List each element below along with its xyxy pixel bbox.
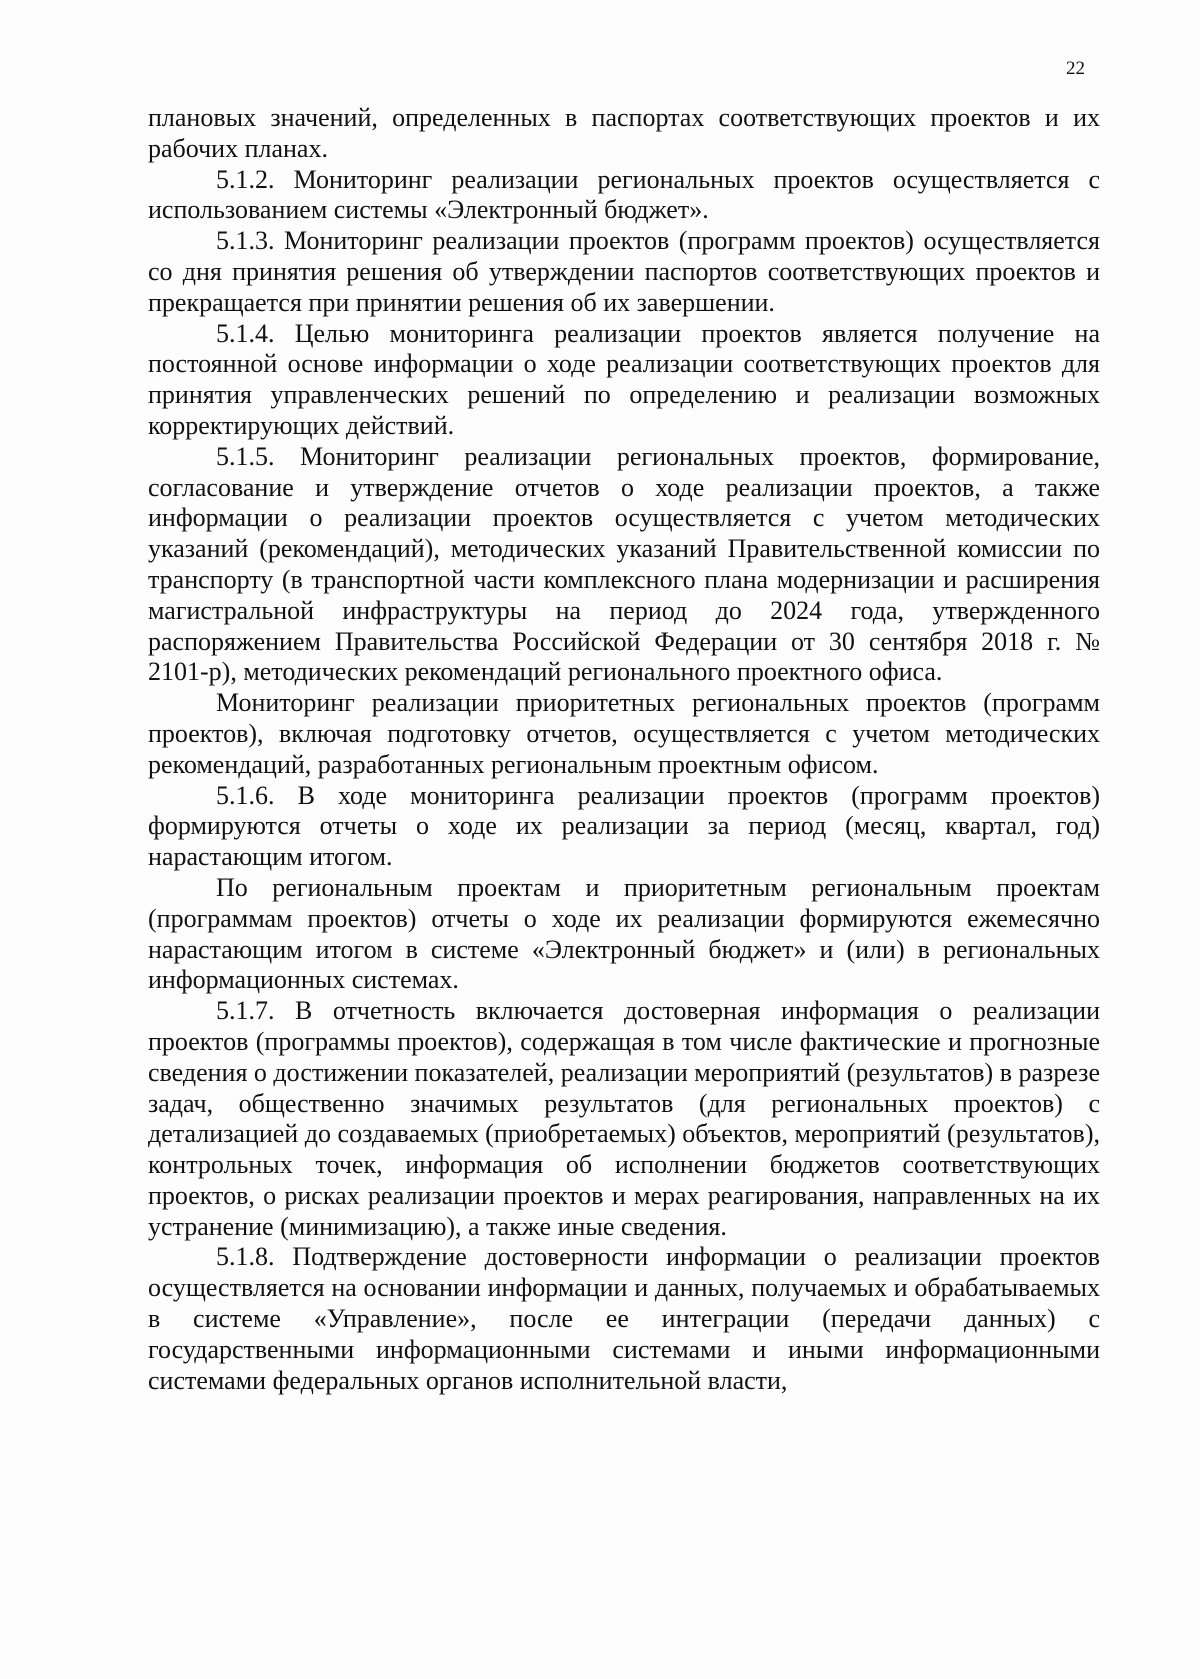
paragraph-5-1-5: 5.1.5. Мониторинг реализации региональных проектов, формирование, согласование и утверждение отчетов о ходе реализации проектов, а также информации о реализации проектов осуществляется с учетом методических указаний (рекомендаций), методических указаний Правительственной комиссии по транспорту (в транспортной части комплексного плана модернизации и расширения магистральной инфраструктуры на период до 2024 года, утвержденного распоряжением Правительства Российской Федерации от 30 сентября 2018 г. № 2101-р), методических рекомендаций регионального проектного офиса.	[148, 441, 1100, 687]
paragraph-5-1-8: 5.1.8. Подтверждение достоверности информации о реализации проектов осуществляется на основании информации и данных, получаемых и обрабатываемых в системе «Управление», после ее интеграции (передачи данных) с государственными информационными системами и иными информационными системами федеральных органов исполнительной власти,	[148, 1242, 1100, 1395]
paragraph-5-1-2: 5.1.2. Мониторинг реализации региональных проектов осуществляется с использованием системы «Электронный бюджет».	[148, 164, 1100, 225]
paragraph-5-1-4: 5.1.4. Целью мониторинга реализации проектов является получение на постоянной основе информации о ходе реализации соответствующих проектов для принятия управленческих решений по определению и реализации возможных корректирующих действий.	[148, 318, 1100, 440]
paragraph-continuation: плановых значений, определенных в паспортах соответствующих проектов и их рабочих планах.	[148, 103, 1100, 163]
paragraph-5-1-7: 5.1.7. В отчетность включается достоверная информация о реализации проектов (программы проектов), содержащая в том числе фактические и прогнозные сведения о достижении показателей, реализации мероприятий (результатов) в разрезе задач, общественно значимых результатов (для региональных проектов) с детализацией до создаваемых (приобретаемых) объектов, мероприятий (результатов), контрольных точек, информация об исполнении бюджетов соответствующих проектов, о рисках реализации проектов и мерах реагирования, направленных на их устранение (минимизацию), а также иные сведения.	[148, 996, 1100, 1241]
paragraph-5-1-3: 5.1.3. Мониторинг реализации проектов (программ проектов) осуществляется со дня принятия решения об утверждении паспортов соответствующих проектов и прекращается при принятии решения об их завершении.	[148, 226, 1100, 317]
document-body	[148, 103, 1100, 1396]
paragraph-regional-reports: По региональным проектам и приоритетным региональным проектам (программам проектов) отчеты о ходе их реализации формируются ежемесячно нарастающим итогом в системе «Электронный бюджет» и (или) в региональных информационных системах.	[148, 872, 1100, 995]
paragraph-priority-monitoring: Мониторинг реализации приоритетных региональных проектов (программ проектов), включая подготовку отчетов, осуществляется с учетом методических рекомендаций, разработанных региональным проектным офисом.	[148, 688, 1100, 779]
page-number: 22	[1066, 58, 1085, 79]
paragraph-5-1-6: 5.1.6. В ходе мониторинга реализации проектов (программ проектов) формируются отчеты о ходе их реализации за период (месяц, квартал, год) нарастающим итогом.	[148, 780, 1100, 872]
